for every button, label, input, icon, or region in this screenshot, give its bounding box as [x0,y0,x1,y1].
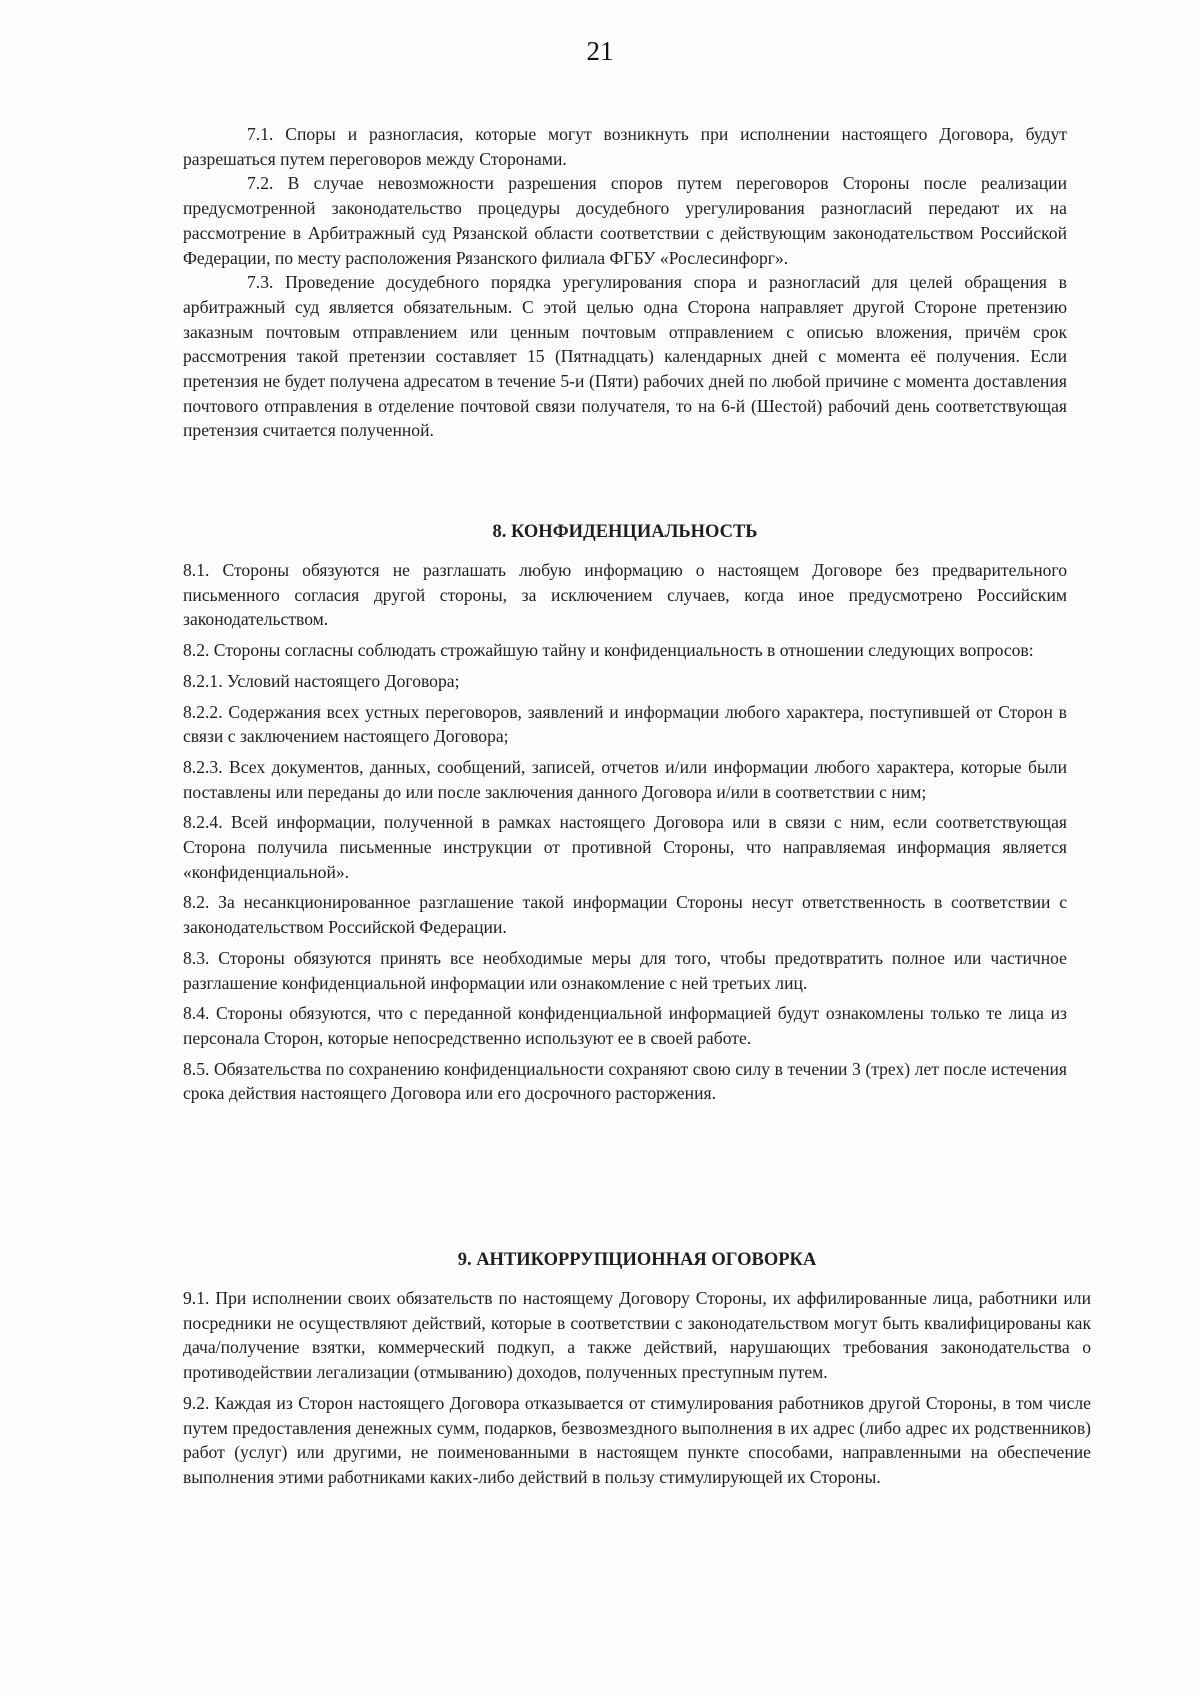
clause-8-4: 8.4. Стороны обязуются, что с переданной конфиденциальной информацией будут ознакомлены только те лица из персонала Сторон, которые непосредственно используют ее в своей работе. [183,1003,1067,1048]
page-number: 21 [586,36,614,66]
clause-8-5: 8.5. Обязательства по сохранению конфиденциальности сохраняют свою силу в течении 3 (трех) лет после истечения срока действия настоящего Договора или его досрочного расторжения. [183,1058,1067,1104]
clause-7-2: 7.2. В случае невозможности разрешения споров путем переговоров Стороны после реализации предусмотренной законодательство процедуры досудебного урегулирования разногласий передают их на рассмотрение в Арбитражный суд Рязанской области соответствии с действующим законодательством Российской Федерации, по месту расположения Рязанского филиала ФГБУ «Рослесинфорг». [183,173,1067,268]
clause-9-1: 9.1. При исполнении своих обязательств по настоящему Договору Стороны, их аффилированные лица, работники или посредники не осуществляют действий, которые в соответствии с законодательством могут быть квалифицированы как дача/получение взятки, коммерческий подкуп, а также действий, нарушающих требования законодательства о противодействии легализации (отмыванию) доходов, полученных преступным путем. [183,1288,1091,1383]
section-9 [183,1286,1091,1490]
clause-8-2: 8.2. Стороны согласны соблюдать строжайшую тайну и конфиденциальность в отношении следующих вопросов: [183,640,1034,661]
clause-7-3: 7.3. Проведение досудебного порядка урегулирования спора и разногласий для целей обращения в арбитражный суд является обязательным. С этой целью одна Сторона направляет другой Стороне претензию заказным почтовым отправлением или ценным почтовым отправлением с описью вложения, причём срок рассмотрения такой претензии составляет 15 (Пятнадцать) календарных дней с момента её получения. Если претензия не будет получена адресатом в течение 5-и (Пяти) рабочих дней по любой причине с момента доставления почтового отправления в отделение почтовой связи получателя, то на 6-й (Шестой) рабочий день соответствующая претензия считается полученной. [183,272,1067,441]
clause-8-2-4: 8.2.4. Всей информации, полученной в рамках настоящего Договора или в связи с ним, если соответствующая Сторона получила письменные инструкции от противной Стороны, что направляемая информация является «конфиденциальной». [183,812,1067,882]
clause-9-2: 9.2. Каждая из Сторон настоящего Договора отказывается от стимулирования работников другой Стороны, в том числе путем предоставления денежных сумм, подарков, безвозмездного выполнения в их адрес (либо адрес их родственников) работ (услуг) или другими, не поименованными в настоящем пункте способами, направленными на обеспечение выполнения этими работниками каких-либо действий в пользу стимулирующей их Стороны. [183,1392,1091,1487]
clause-8-2-1: 8.2.1. Условий настоящего Договора; [183,670,460,691]
clause-8-2-liability: 8.2. За несанкционированное разглашение такой информации Стороны несут ответственность в соответствии с законодательством Российской Федерации. [183,892,1067,938]
clause-8-2-3: 8.2.3. Всех документов, данных, сообщений, записей, отчетов и/или информации любого характера, которые были поставлены или переданы до или после заключения данного Договора и/или в соответствии с ним; [183,756,1067,802]
section-9-heading: 9. АНТИКОРРУПЦИОННАЯ ОГОВОРКА [457,1250,817,1270]
clause-8-2-2: 8.2.2. Содержания всех устных переговоров, заявлений и информации любого характера, поступившей от Сторон в связи с заключением настоящего Договора; [183,701,1067,747]
section-8-heading: 8. КОНФИДЕНЦИАЛЬНОСТЬ [492,522,758,542]
clause-8-1: 8.1. Стороны обязуются не разглашать любую информацию о настоящем Договоре без предварительного письменного согласия другой стороны, за исключением случаев, когда иное предусмотрено Российским законодательством. [183,560,1067,630]
clause-8-3: 8.3. Стороны обязуются принять все необходимые меры для того, чтобы предотвратить полное или частичное разглашение конфиденциальной информации или ознакомление с ней третьих лиц. [183,947,1067,993]
clause-7-1: 7.1. Споры и разногласия, которые могут возникнуть при исполнении настоящего Договора, будут разрешаться путем переговоров между Сторонами. [183,124,1067,169]
section-8 [183,558,1067,1106]
section-7 [183,122,1067,443]
